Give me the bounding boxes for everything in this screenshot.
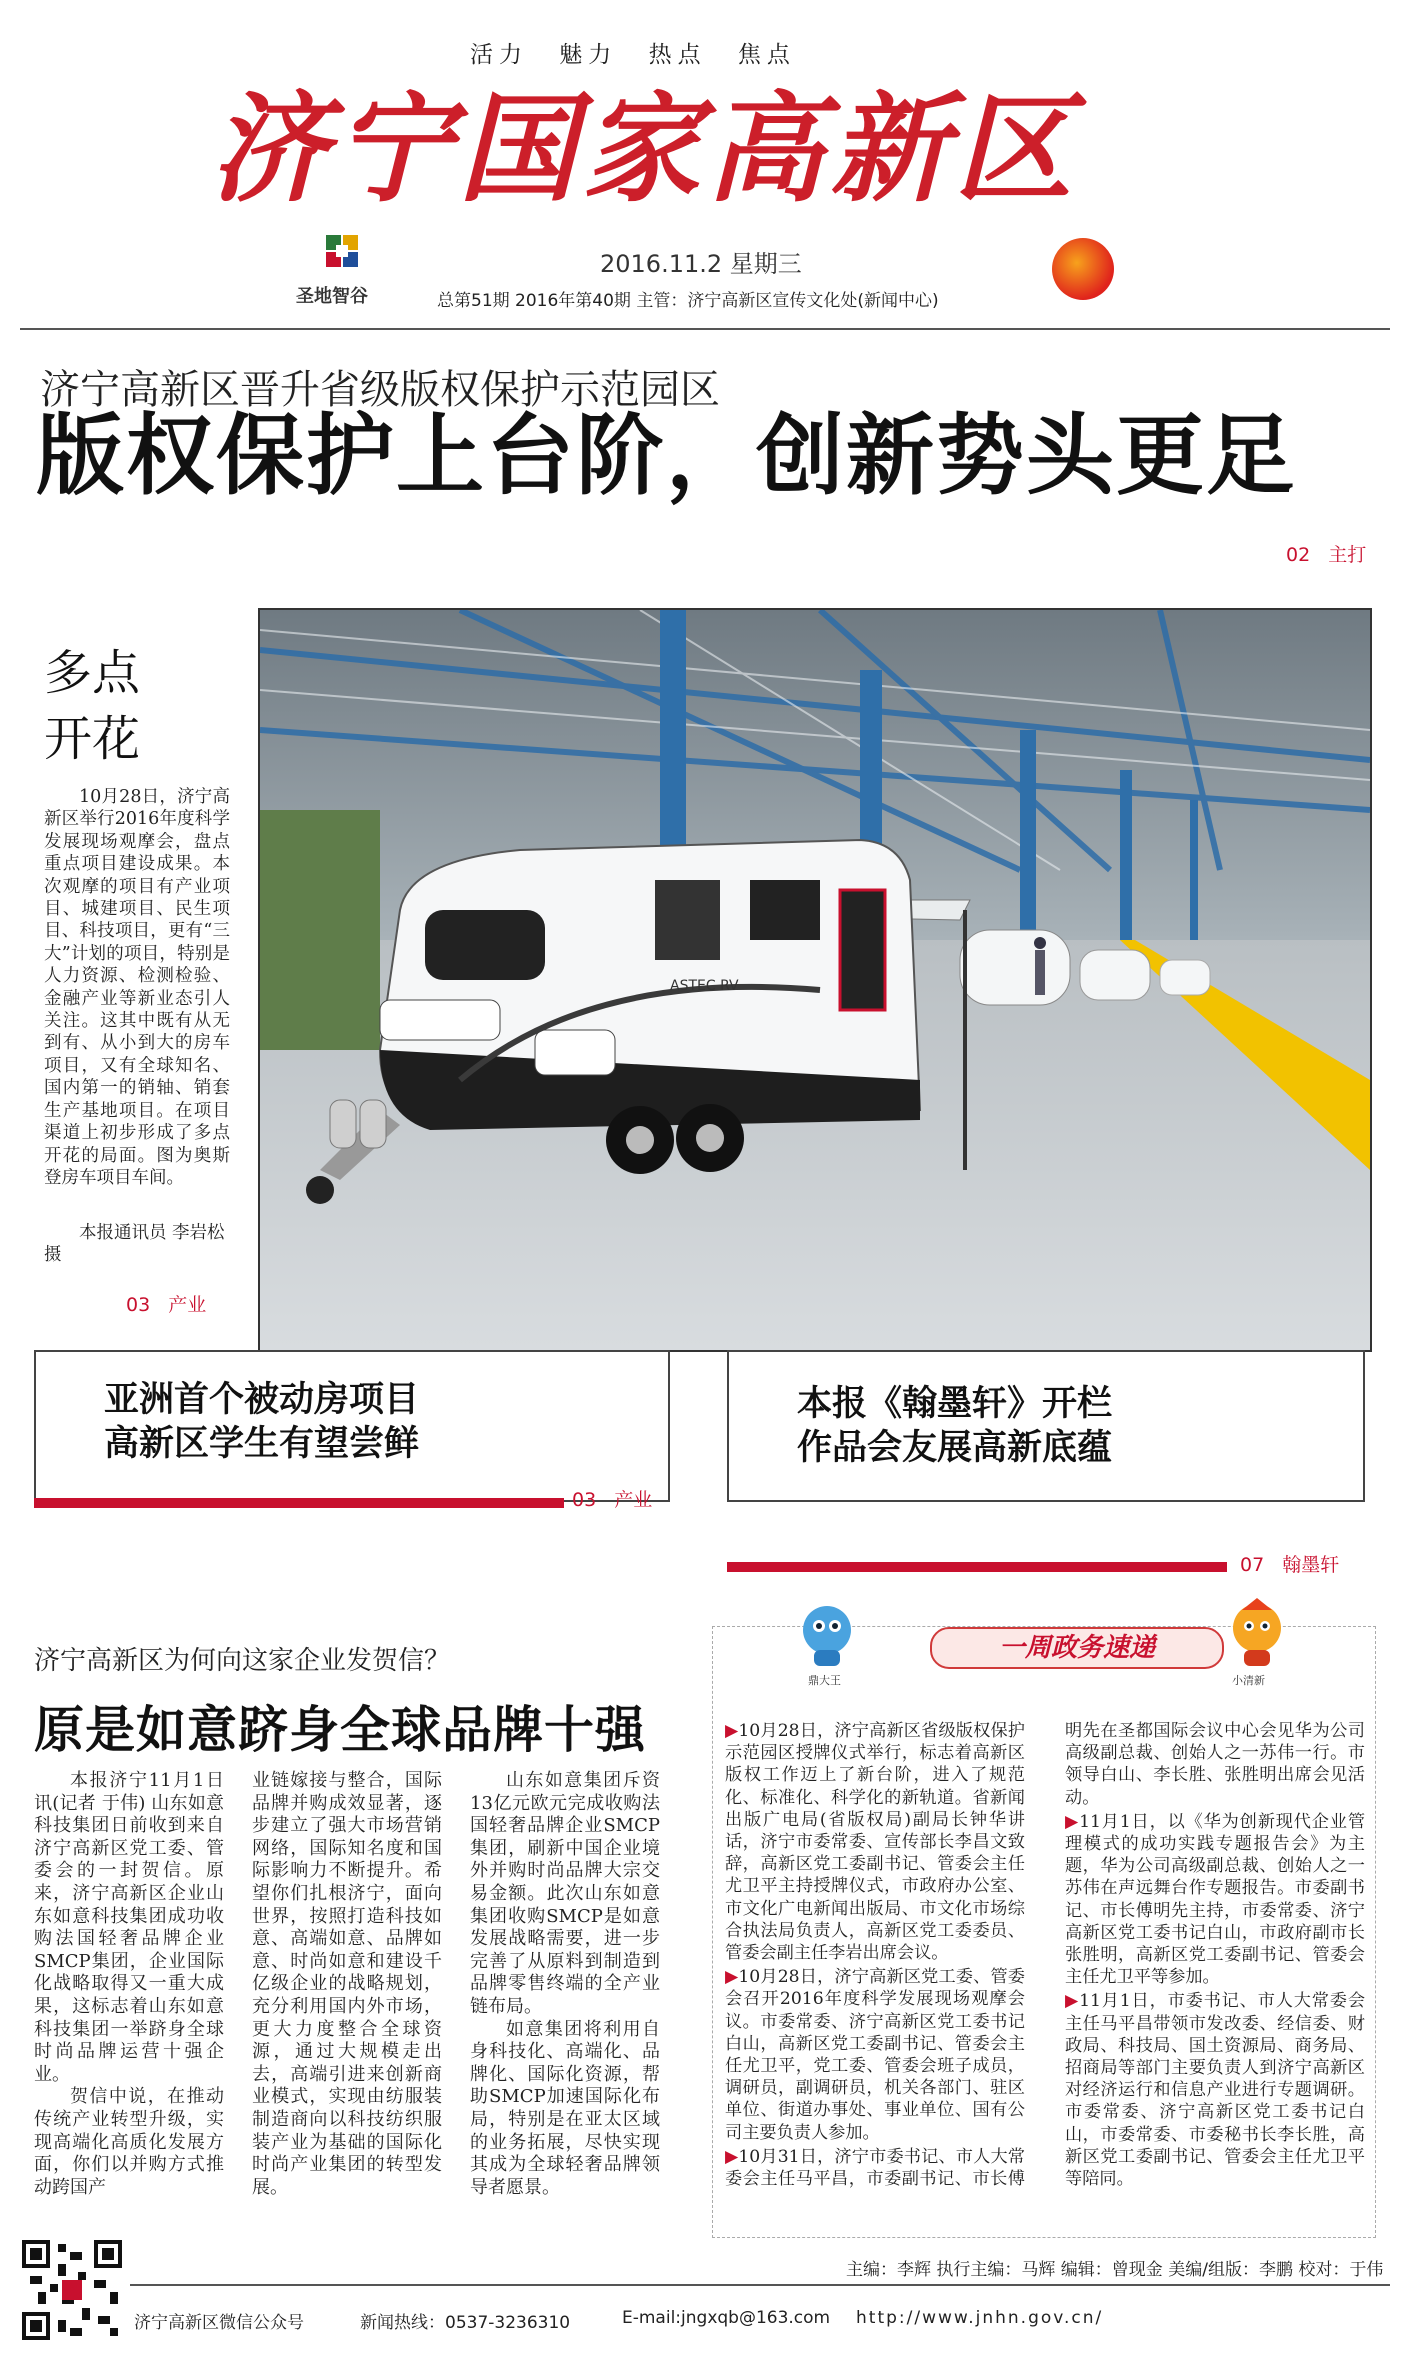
news-item-text: 11月1日，以《华为创新现代企业管理模式的成功实践专题报告会》为主题，华为公司高级副总裁、创始人之一苏伟在声远舞台作专题报告。市委副书记、市长傅明先主持，市委常委、济宁高新区党工委书记白山，市政府副市长张胜明，高新区党工委副书记、管委会主任尤卫平等参加。	[1065, 1811, 1366, 1988]
news-item-text: 10月28日，济宁高新区省级版权保护示范园区授牌仪式举行，标志着高新区版权工作迈上了新台阶，进入了规范化、标准化、科学化的新轨道。省新闻出版广电局(省版权局)副局长钟华讲话，济宁市委常委、宣传部长李昌文致辞，高新区党工委副书记、管委会主任尤卫平主持授牌仪式，市政府办公室、市文化广电新闻出版局、市文化市场综合执法局负责人，高新区党工委委员、管委会副主任李岩出席会议。	[725, 1721, 1025, 1964]
website-link[interactable]: http://www.jnhn.gov.cn/	[856, 2308, 1104, 2328]
title-line-2: 开花	[44, 711, 141, 767]
news-item	[725, 1966, 1025, 2144]
article-kicker: 济宁高新区为何向这家企业发贺信？	[34, 1646, 451, 1676]
page-tag: 主打	[1328, 544, 1367, 566]
issue-info: 总第51期 2016年第40期 主管：济宁高新区宣传文化处(新闻中心)	[437, 291, 939, 311]
news-item	[1065, 1811, 1365, 1989]
paragraph: 本报济宁11月1日讯(记者 于伟) 山东如意科技集团日前收到来自济宁高新区党工委、管委会的一封贺信。原来，济宁高新区企业山东如意科技集团成功收购法国轻奢品牌企业SMCP集团，企业国际化战略取得又一重大成果，这标志着山东如意科技集团一举跻身全球时尚品牌运营十强企业。	[34, 1770, 224, 2085]
page-number: 03	[572, 1489, 597, 1511]
weekly-news-list	[725, 1720, 1365, 2230]
headline-page-ref[interactable]	[1286, 540, 1366, 567]
issue-date: 2016.11.2 星期三	[600, 250, 802, 278]
factory-illustration	[260, 610, 1370, 1350]
article-column-2	[252, 1770, 442, 2199]
paragraph: 山东如意集团斥资13亿元欧元完成收购法国轻奢品牌企业SMCP集团，刷新中国企业境外并购时尚品牌大宗交易金额。此次山东如意集团收购SMCP是如意发展战略需要，进一步完善了从原料到制造到品牌零售终端的全产业链布局。	[470, 1770, 660, 2017]
promo-left-page-ref[interactable]	[572, 1485, 652, 1512]
rv-factory-photo	[258, 608, 1372, 1352]
brand-name: 圣地智谷	[296, 286, 368, 307]
promo-line-1: 本报《翰墨轩》开栏	[797, 1384, 1113, 1424]
page-number: 03	[126, 1294, 151, 1316]
photo-story-page-ref[interactable]	[126, 1290, 206, 1317]
promo-line-1: 亚洲首个被动房项目	[104, 1380, 420, 1420]
page-number: 02	[1286, 544, 1311, 566]
news-item-text: 11月1日，市委书记、市人大常委会主任马平昌带领市发改委、经信委、财政局、科技局、国土资源局、商务局、招商局等部门主要负责人到济宁高新区对经济运行和信息产业进行专题调研。市委常委、济宁高新区党工委书记白山，市委常委、市委秘书长李长胜，高新区党工委副书记、管委会主任尤卫平等陪同。	[1065, 1991, 1366, 2190]
headline-title[interactable]: 版权保护上台阶，创新势头更足	[36, 404, 1297, 507]
promo-passive-house[interactable]	[34, 1350, 670, 1502]
paragraph: 业链嫁接与整合，国际品牌并购成效显著，逐步建立了强大市场营销网络，国际知名度和国际影响力不断提升。希望你们扎根济宁，面向世界，按照打造科技如意、高端如意、品牌如意、时尚如意和建设千亿级企业的战略规划，充分利用国内外市场，更大力度整合全球资源，通过大规模走出去，高端引进来创新商业模式，实现由纺服装制造商向以科技纺织服装产业为基础的国际化时尚产业集团的转型发展。	[252, 1770, 442, 2198]
page-tag: 产业	[614, 1489, 653, 1511]
promo-line-2: 高新区学生有望尝鲜	[104, 1424, 420, 1464]
photo-story-text: 10月28日，济宁高新区举行2016年度科学发展现场观摩会，盘点重点项目建设成果。本次观摩的项目有产业项目、城建项目、民生项目、科技项目，更有“三大”计划的项目，特别是人力资源、检测检验、金融产业等新业态引人关注。这其中既有从无到有、从小到大的房车项目，又有全球知名、国内第一的销轴、销套生产基地项目。在项目渠道上初步形成了多点开花的局面。图为奥斯登房车项目车间。	[44, 787, 230, 1188]
promo-right-page-ref[interactable]	[1240, 1550, 1339, 1577]
rv-brand-text: ASTEC RV	[670, 978, 739, 994]
article-title[interactable]: 原是如意跻身全球品牌十强	[34, 1701, 646, 1759]
email-link[interactable]: E-mail:jngxqb@163.com	[622, 2308, 831, 2328]
bullet-arrow-icon: ▶	[725, 1721, 739, 1741]
mascot-left-label: 鼎大王	[808, 1674, 841, 1687]
page-number: 07	[1240, 1554, 1265, 1576]
promo-hanmoxuan[interactable]	[727, 1350, 1365, 1502]
wechat-label: 济宁高新区微信公众号	[134, 2313, 304, 2333]
title-line-1: 多点	[44, 645, 141, 701]
news-item-text: 10月28日，济宁高新区党工委、管委会召开2016年度科学发展现场观摩会议。市委常委、济宁高新区党工委书记白山，高新区党工委副书记、管委会主任尤卫平，党工委、管委会班子成员，调研员，副调研员，机关各部门、驻区单位、街道办事处、事业单位、国有公司主要负责人参加。	[725, 1967, 1025, 2143]
bullet-arrow-icon: ▶	[725, 1967, 739, 1988]
promo-title	[797, 1382, 1112, 1470]
news-item	[725, 1720, 1025, 1964]
masthead-divider	[20, 328, 1390, 330]
bullet-arrow-icon: ▶	[725, 2146, 739, 2167]
editorial-staff: 主编：李辉 执行主编：马辉 编辑：曾现金 美编/组版：李鹏 校对：于伟	[846, 2260, 1384, 2280]
article-column-1	[34, 1770, 224, 2199]
paragraph: 贺信中说，在推动传统产业转型升级，实现高端化高质化发展方面，你们以并购方式推动跨国产	[34, 2086, 224, 2198]
page-tag: 产业	[168, 1294, 207, 1316]
mascot-right-label: 小清新	[1232, 1674, 1265, 1687]
photo-story-title	[44, 640, 140, 772]
photo-credit: 本报通讯员 李岩松 摄	[44, 1223, 225, 1266]
article-column-3	[470, 1770, 660, 2199]
page-tag: 翰墨轩	[1282, 1554, 1340, 1576]
mascot-left-icon	[792, 1600, 862, 1670]
newspaper-name: 济宁国家高新区	[210, 79, 1079, 218]
promo-bar	[727, 1562, 1227, 1572]
news-hotline: 新闻热线：0537-3236310	[360, 2313, 571, 2333]
footer-divider	[130, 2284, 1390, 2286]
promo-bar	[34, 1498, 564, 1508]
promo-title	[104, 1378, 419, 1466]
promo-line-2: 作品会友展高新底蕴	[797, 1428, 1113, 1468]
headline-kicker: 济宁高新区晋升省级版权保护示范园区	[40, 367, 720, 413]
weekly-title: 一周政务速递	[930, 1627, 1224, 1669]
mascot-right-icon	[1222, 1598, 1292, 1670]
paragraph: 如意集团将利用自身科技化、高端化、品牌化、国际化资源，帮助SMCP加速国际化布局，特别是在亚太区域的业务拓展，尽快实现其成为全球轻奢品牌领导者愿景。	[470, 2018, 660, 2198]
bullet-arrow-icon: ▶	[1065, 1811, 1080, 1832]
news-item	[1065, 1990, 1365, 2190]
swirl-emblem-icon	[1052, 238, 1114, 300]
qr-code-icon[interactable]	[22, 2240, 122, 2340]
bullet-arrow-icon: ▶	[1065, 1991, 1080, 2012]
brand-logo-icon	[325, 234, 359, 268]
slogan: 活力 魅力 热点 焦点	[470, 42, 796, 68]
news-item-text: 10月31日，济宁市委书记、市人大常委会主任马平昌，市委副书记、市长傅明先在圣都国际会议中心会见华为公司高级副总裁、创始人之一苏伟一行。市领导白山、李长胜、张胜明出席会见活动。	[725, 1721, 1365, 2190]
